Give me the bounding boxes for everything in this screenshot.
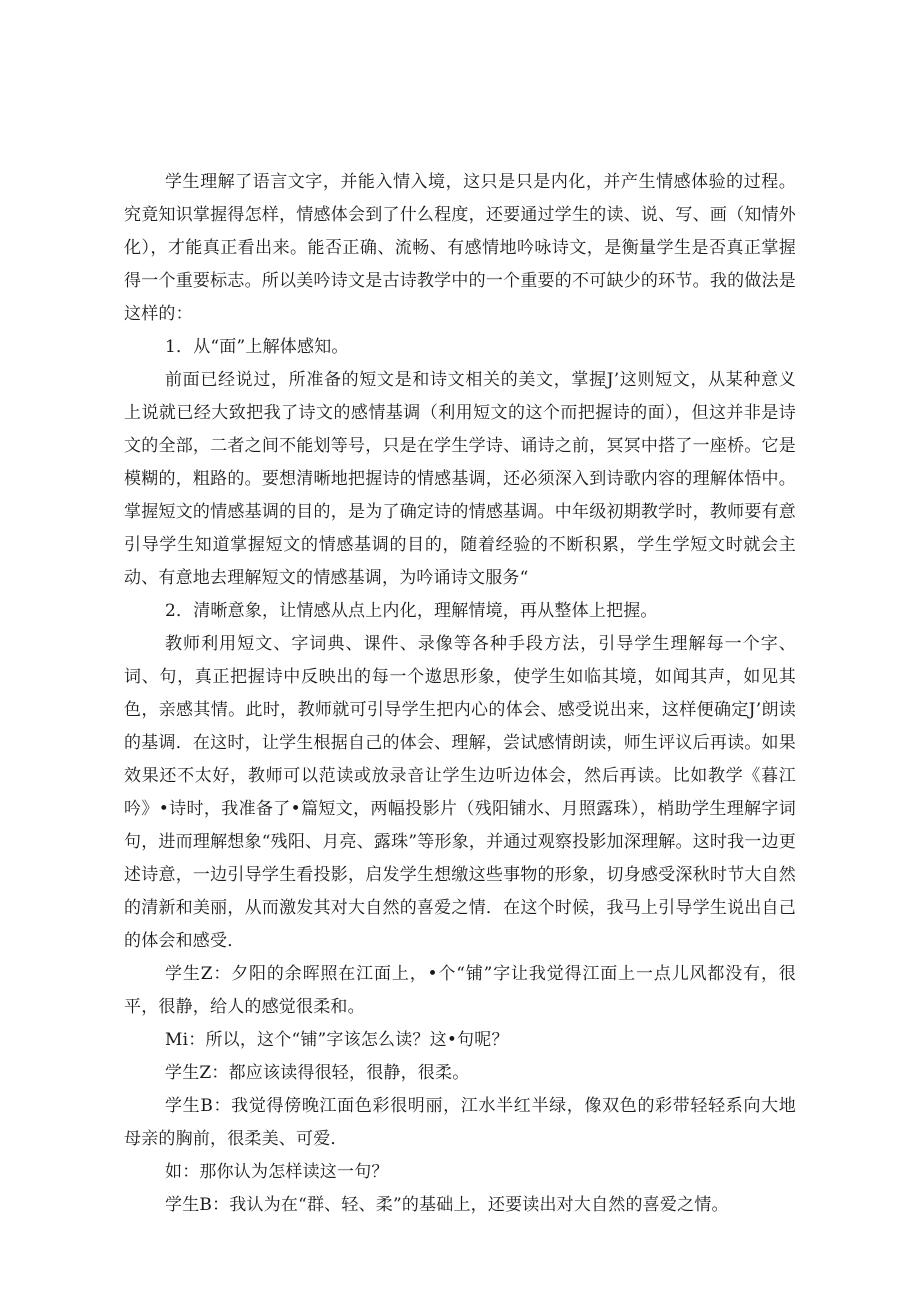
dialogue-line: 如：那你认为怎样读这一句？ [165, 1162, 389, 1182]
document-body [124, 166, 796, 1222]
heading-step-1: 1．从“面”上解体感知。 [165, 337, 349, 357]
dialogue-line: 学生Z：夕阳的余晖照在江面上，•个“铺”字让我觉得江面上一点儿风都没有，很平，很静，给人的感觉很柔和。 [124, 964, 796, 1017]
dialogue-line: 学生Z：都应该读得很轻，很静，很柔。 [165, 1063, 470, 1083]
paragraph-step-1: 前面已经说过，所准备的短文是和诗文相关的美文，掌握J’这则短文，从某种意义上说就已经大致把我了诗文的感情基调（利用短文的这个而把握诗的面），但这并非是诗文的全部，二者之间不能划等号，只是在学生学诗、诵诗之前，冥冥中搭了一座桥。它是模糊的，粗路的。要想清晰地把握诗的情感基调，还必须深入到诗歌内容的理解体悟中。掌握短文的情感基调的目的，是为了确定诗的情感基调。中年级初期教学时，教师要有意引导学生知道掌握短文的情感基调的目的，随着经验的不断积累，学生学短文时就会主动、有意地去理解短文的情感基调，为吟诵诗文服务“ [124, 370, 796, 588]
dialogue-line: Mi：所以，这个“铺”字该怎么读？这•句呢？ [165, 1030, 509, 1050]
dialogue-line: 学生B：我觉得傍晚江面色彩很明丽，江水半红半绿，像双色的彩带轻轻系向大地母亲的胸前，很柔美、可爱． [124, 1096, 796, 1149]
paragraph-intro: 学生理解了语言文字，并能入情入境，这只是只是内化，并产生情感体验的过程。究竟知识掌握得怎样，情感体会到了什么程度，还要通过学生的读、说、写、画（知情外化），才能真正看出来。能否正确、流畅、有感情地吟咏诗文，是衡量学生是否真正掌握得一个重要标志。所以美吟诗文是古诗教学中的一个重要的不可缺少的环节。我的做法是这样的： [124, 172, 796, 324]
paragraph-step-2: 教师利用短文、字词典、课件、录像等各种手段方法，引导学生理解每一个字、词、句，真正把握诗中反映出的每一个遨思形象，使学生如临其境，如闻其声，如见其色，亲感其情。此时，教师就可引导学生把内心的体会、感受说出来，这样便确定J’朗读的基调．在这时，让学生根据自己的体会、理解，尝试感情朗读，师生评议后再读。如果效果还不太好，教师可以范读或放录音让学生边听边体会，然后再读。比如教学《暮江吟》•诗时，我准备了•篇短文，两幅投影片（残阳铺水、月照露珠），梢助学生理解字词句，进而理解想象“残阳、月亮、露珠”等形象，并通过观察投影加深理解。这时我一边更述诗意，一边引导学生看投影，启发学生想缴这些事物的形象，切身感受深秋时节大自然的清新和美丽，从而激发其对大自然的喜爱之情．在这个时候，我马上引导学生说出自己的体会和感受． [124, 634, 796, 951]
dialogue-line: 学生B：我认为在“群、轻、柔”的基础上，还要读出对大自然的喜爱之情。 [165, 1195, 729, 1215]
heading-step-2: 2．清晰意象，让情感从点上内化，理解情境，再从整体上把握。 [165, 601, 658, 621]
